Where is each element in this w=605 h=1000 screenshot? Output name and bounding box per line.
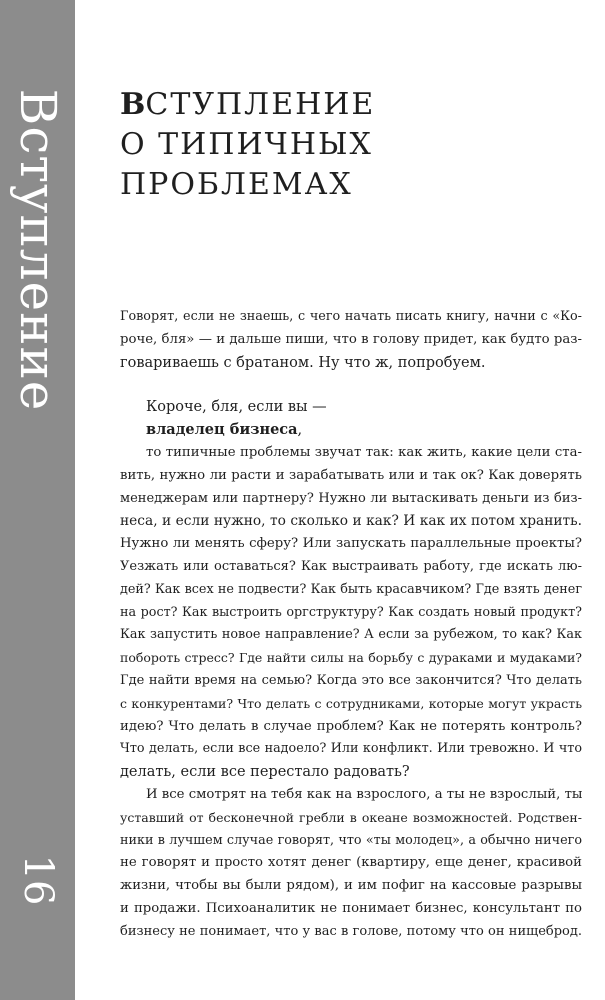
text-line: роче, бля» — и дальше пиши, что в голову придет, как будто раз- xyxy=(120,331,582,347)
text-line: Нужно ли менять сферу? Или запускать параллельные проекты? xyxy=(120,536,582,552)
intro-paragraph xyxy=(120,306,582,374)
text-line: жизни, чтобы вы были рядом), и им пофиг на кассовые разрывы xyxy=(120,878,582,894)
text-line: неса, и если нужно, то сколько и как? И как их потом хранить. xyxy=(120,513,582,530)
text-line: вить, нужно ли расти и зарабатывать или и так ок? Как доверять xyxy=(120,467,582,483)
title-line2: О ТИПИЧНЫХ xyxy=(120,127,373,162)
text-line: дей? Как всех не подвести? Как быть красавчиком? Где взять денег xyxy=(120,581,582,597)
text-line: не говорят и просто хотят денег (квартиру, еще денег, красивой xyxy=(120,855,582,871)
sidebar xyxy=(0,0,75,1000)
business-owner-phrase: владелец бизнеса xyxy=(146,421,298,439)
closing-paragraph xyxy=(120,784,582,944)
text-line: уставший от бесконечной гребли в океане возможностей. Родствен- xyxy=(120,809,582,825)
text-line: и продажи. Психоаналитик не понимает бизнес, консультант по xyxy=(120,900,582,916)
text-line: на рост? Как выстроить оргструктуру? Как создать новый продукт? xyxy=(120,604,582,620)
text-line: Что делать, если все надоело? Или конфликт. Или тревожно. И что xyxy=(120,741,582,757)
body-text xyxy=(120,306,582,944)
text-line: побороть стресс? Где найти силы на борьбу с дураками и мудаками? xyxy=(120,650,582,666)
text-line: делать, если все перестало радовать? xyxy=(120,764,410,781)
quote-comma: , xyxy=(297,422,303,439)
text-line: говариваешь с братаном. Ну что ж, попробуем. xyxy=(120,354,486,371)
problems-paragraph xyxy=(120,442,582,784)
page-number: 16 xyxy=(15,854,61,906)
text-line: то типичные проблемы звучат так: как жить, какие цели ста- xyxy=(146,444,582,460)
quote-line: Короче, бля, если вы — xyxy=(146,399,327,416)
text-line: с конкурентами? Что делать с сотрудниками, которые могут украсть xyxy=(120,695,582,711)
text-line: бизнесу не понимает, что у вас в голове, потому что он нищеброд. xyxy=(120,923,582,939)
text-line: И все смотрят на тебя как на взрослого, а ты не взрослый, ты xyxy=(146,786,583,802)
section-title: Вступление xyxy=(9,88,67,412)
quote-paragraph xyxy=(120,396,582,442)
text-line: Как запустить новое направление? А если за рубежом, то как? Как xyxy=(120,627,582,643)
chapter-title xyxy=(120,85,570,205)
text-line: Уезжать или оставаться? Как выстраивать работу, где искать лю- xyxy=(120,558,582,574)
text-line: идею? Что делать в случае проблем? Как не потерять контроль? xyxy=(120,718,582,734)
title-line1-rest: СТУПЛЕНИЕ xyxy=(145,87,376,122)
title-first-letter: В xyxy=(120,87,146,122)
text-line: Где найти время на семью? Когда это все закончится? Что делать xyxy=(120,672,582,688)
text-line: менеджерам или партнеру? Нужно ли вытаскивать деньги из биз- xyxy=(120,490,582,506)
text-line: Говорят, если не знаешь, с чего начать писать книгу, начни с «Ко- xyxy=(120,309,582,324)
quote-line-bold-row xyxy=(120,419,582,442)
title-line3: ПРОБЛЕМАХ xyxy=(120,167,353,202)
text-line: ники в лучшем случае говорят, что «ты молодец», а обычно ничего xyxy=(120,832,582,848)
